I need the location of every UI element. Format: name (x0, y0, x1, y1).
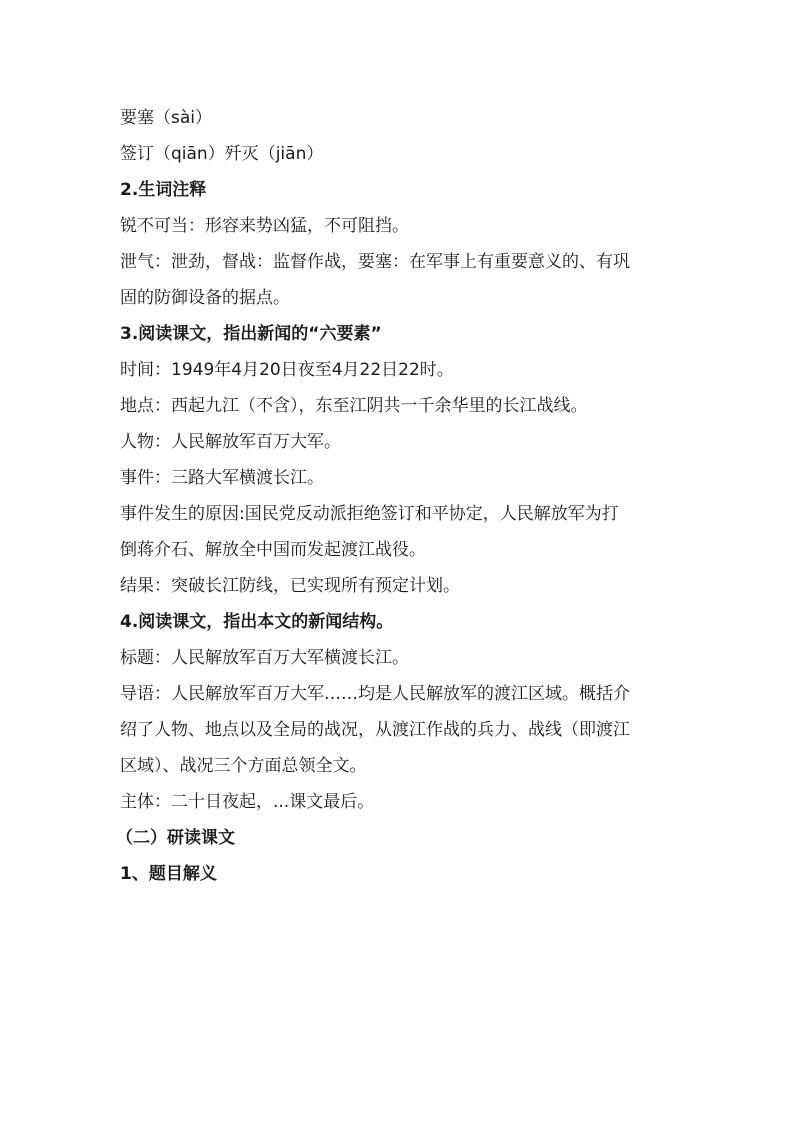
structure-body: 主体：二十日夜起，...课文最后。 (120, 792, 375, 812)
heading-news-structure: 4.阅读课文，指出本文的新闻结构。 (120, 612, 394, 632)
element-event: 事件：三路大军横渡长江。 (120, 468, 324, 488)
pinyin-line-yaosai: 要塞（sài） (120, 108, 212, 128)
element-cause-line2: 倒蒋介石、解放全中国而发起渡江战役。 (120, 540, 426, 560)
note-xieqi-line1: 泄气：泄劲，督战：监督作战，要塞：在军事上有重要意义的、有巩 (120, 252, 630, 272)
note-xieqi-line2: 固的防御设备的据点。 (120, 288, 290, 308)
structure-lead-line2: 绍了人物、地点以及全局的战况，从渡江作战的兵力、战线（即渡江 (120, 720, 630, 740)
heading-vocabulary-notes: 2.生词注释 (120, 180, 207, 200)
element-place: 地点：西起九江（不含），东至江阴共一千余华里的长江战线。 (120, 396, 588, 416)
pinyin-line-qianding-jianmie: 签订（qiān）歼灭（jiān） (120, 144, 324, 164)
element-result: 结果：突破长江防线，已实现所有预定计划。 (120, 576, 460, 596)
subheading-title-explanation: 1、题目解义 (120, 864, 217, 884)
section-heading-study-text: （二）研读课文 (116, 828, 235, 848)
structure-title: 标题：人民解放军百万大军横渡长江。 (120, 648, 409, 668)
element-people: 人物：人民解放军百万大军。 (120, 432, 341, 452)
structure-lead-line1: 导语：人民解放军百万大军……均是人民解放军的渡江区域。概括介 (120, 684, 630, 704)
note-ruibukedang: 锐不可当：形容来势凶猛，不可阻挡。 (120, 216, 409, 236)
structure-lead-line3: 区域）、战况三个方面总领全文。 (120, 756, 367, 776)
element-cause-line1: 事件发生的原因:国民党反动派拒绝签订和平协定，人民解放军为打 (120, 504, 619, 524)
element-time: 时间：1949年4月20日夜至4月22日22时。 (120, 360, 454, 380)
document-body (116, 100, 690, 892)
heading-six-elements: 3.阅读课文，指出新闻的“六要素” (120, 324, 382, 344)
